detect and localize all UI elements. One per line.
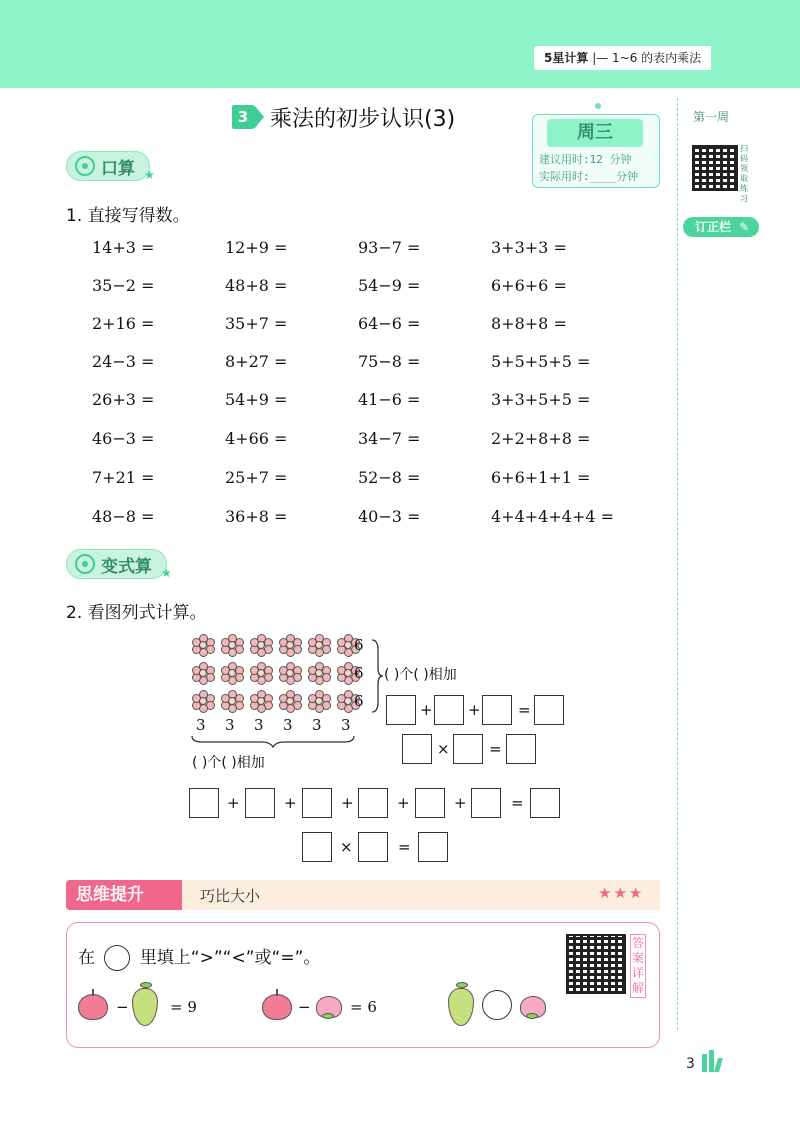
problem: 40−3 = (358, 507, 421, 526)
flower-icon (250, 690, 272, 712)
correction-text: 订正栏 (695, 220, 732, 234)
plus-sign: + (468, 701, 481, 719)
plus-sign: + (227, 794, 240, 812)
answer-box[interactable] (189, 788, 219, 818)
problem: 75−8 = (358, 352, 421, 371)
problem: 4+66 = (225, 429, 288, 448)
pencil-icon: ✎ (739, 220, 750, 234)
right-brace-icon (370, 638, 384, 714)
flower-icon (221, 662, 243, 684)
problem: 41−6 = (358, 390, 421, 409)
problem: 7+21 = (92, 468, 155, 487)
answer-box[interactable] (358, 788, 388, 818)
flower-icon (192, 662, 214, 684)
answer-box[interactable] (471, 788, 501, 818)
equals-sign: = (511, 794, 524, 812)
col-count: 3 (341, 716, 351, 734)
bottom-brace-icon (190, 734, 356, 748)
flower-icon (221, 690, 243, 712)
equation-result: = 6 (350, 998, 377, 1016)
problem: 4+4+4+4+4 = (491, 507, 615, 526)
answer-box[interactable] (506, 734, 536, 764)
row-count: 6 (354, 692, 364, 710)
answer-box[interactable] (402, 734, 432, 764)
pear-leaf-icon (456, 982, 468, 988)
minus-sign: − (116, 998, 129, 1016)
series-tag (534, 46, 711, 70)
answer-box[interactable] (530, 788, 560, 818)
pear-leaf-icon (140, 982, 152, 988)
qr-caption: 扫码领取练习 (740, 144, 748, 203)
flower-icon (308, 662, 330, 684)
flower-icon (308, 690, 330, 712)
problem: 54−9 = (358, 276, 421, 295)
suggested-time: 建议用时:12 分钟 (539, 153, 632, 166)
peach-leaf-icon (322, 1013, 334, 1019)
problem: 12+9 = (225, 238, 288, 257)
problem: 64−6 = (358, 314, 421, 333)
problem: 6+6+6 = (491, 276, 567, 295)
week-label: 第一周 (693, 110, 730, 124)
problem: 2+2+8+8 = (491, 429, 591, 448)
col-count: 3 (196, 716, 206, 734)
problem: 54+9 = (225, 390, 288, 409)
books-icon (702, 1050, 721, 1072)
times-sign: × (340, 838, 353, 856)
col-count: 3 (283, 716, 293, 734)
section-oral-label: 口算 (101, 158, 135, 179)
stopwatch-icon (75, 156, 95, 176)
problem: 25+7 = (225, 468, 288, 487)
problem: 48+8 = (225, 276, 288, 295)
thinking-prompt (78, 943, 320, 971)
section-oral-pill (66, 151, 150, 181)
pin-icon (595, 103, 601, 109)
answer-box[interactable] (386, 695, 416, 725)
problem: 26+3 = (92, 390, 155, 409)
section-variant-pill (66, 549, 167, 579)
prompt-after: 里填上“>”“<”或“=”。 (139, 948, 321, 968)
problem: 93−7 = (358, 238, 421, 257)
equals-sign: = (398, 838, 411, 856)
row-count: 6 (354, 664, 364, 682)
equals-sign: = (489, 740, 502, 758)
times-sign: × (437, 740, 450, 758)
flower-icon (250, 634, 272, 656)
apple-icon (78, 994, 108, 1020)
answer-box[interactable] (358, 832, 388, 862)
answer-box[interactable] (534, 695, 564, 725)
problem: 3+3+5+5 = (491, 390, 591, 409)
flower-icon (308, 634, 330, 656)
lesson-number: 3 (232, 105, 254, 129)
flower-icon (221, 634, 243, 656)
plus-sign: + (420, 701, 433, 719)
prompt-before: 在 (78, 948, 95, 968)
flower-icon (279, 690, 301, 712)
day-title: 周三 (547, 119, 643, 147)
q2-title: 2. 看图列式计算。 (66, 603, 207, 623)
answer-box[interactable] (482, 695, 512, 725)
problem: 48−8 = (92, 507, 155, 526)
problem: 52−8 = (358, 468, 421, 487)
plus-sign: + (454, 794, 467, 812)
problem: 24−3 = (92, 352, 155, 371)
col-count: 3 (225, 716, 235, 734)
lesson-heading (232, 102, 455, 132)
qr-code-frame (692, 145, 738, 191)
prompt-circle-icon (104, 945, 130, 971)
page-number: 3 (686, 1056, 695, 1072)
equals-sign: = (518, 701, 531, 719)
flower-icon (279, 662, 301, 684)
star-icon: ★ (161, 566, 172, 580)
compare-circle[interactable] (482, 990, 512, 1020)
answer-box[interactable] (415, 788, 445, 818)
header-band (0, 0, 800, 88)
col-count: 3 (254, 716, 264, 734)
flower-icon (192, 634, 214, 656)
problem: 35−2 = (92, 276, 155, 295)
section-variant-label: 变式算 (101, 556, 152, 577)
lesson-arrow-icon (254, 105, 264, 129)
problem: 6+6+1+1 = (491, 468, 591, 487)
answer-box[interactable] (302, 832, 332, 862)
flower-icon (250, 662, 272, 684)
section-oral (66, 150, 155, 182)
q1-title: 1. 直接写得数。 (66, 206, 190, 226)
day-card (532, 114, 660, 188)
problem: 14+3 = (92, 238, 155, 257)
bottom-hint: ( )个( )相加 (192, 755, 265, 771)
star-icon: ★ (144, 168, 155, 182)
plus-sign: + (397, 794, 410, 812)
apple-stem-icon (276, 989, 278, 996)
row-count: 6 (354, 636, 364, 654)
plus-sign: + (341, 794, 354, 812)
lesson-title: 乘法的初步认识(3) (270, 106, 456, 132)
target-icon (75, 554, 95, 574)
answer-box[interactable] (245, 788, 275, 818)
correction-label (683, 217, 759, 237)
right-hint: ( )个( )相加 (384, 667, 457, 683)
flower-icon (279, 634, 301, 656)
problem: 34−7 = (358, 429, 421, 448)
problem: 8+27 = (225, 352, 288, 371)
answer-box[interactable] (434, 695, 464, 725)
series-chapter: |— 1~6 的表内乘法 (592, 51, 702, 65)
thinking-subtitle: 巧比大小 (200, 887, 261, 905)
section-variant (66, 548, 172, 580)
problem: 2+16 = (92, 314, 155, 333)
plus-sign: + (284, 794, 297, 812)
problem: 35+7 = (225, 314, 288, 333)
answer-box[interactable] (418, 832, 448, 862)
problem: 3+3+3 = (491, 238, 567, 257)
col-count: 3 (312, 716, 322, 734)
problem: 46−3 = (92, 429, 155, 448)
thinking-tab: 思维提升 (66, 880, 182, 910)
peach-leaf-icon (526, 1013, 538, 1019)
flower-icon (192, 690, 214, 712)
actual-time: 实际用时:____分钟 (539, 170, 639, 183)
apple-icon (262, 994, 292, 1020)
problem: 5+5+5+5 = (491, 352, 591, 371)
difficulty-stars-icon: ★★★ (598, 884, 645, 902)
problem: 8+8+8 = (491, 314, 567, 333)
apple-stem-icon (92, 989, 94, 996)
problem: 36+8 = (225, 507, 288, 526)
equation-result: = 9 (170, 998, 197, 1016)
minus-sign: − (298, 998, 311, 1016)
series-name: 5星计算 (544, 51, 589, 65)
answer-box[interactable] (453, 734, 483, 764)
sidebar-divider (677, 98, 678, 1030)
flower-grid (192, 634, 352, 714)
answer-qr-frame (566, 934, 626, 994)
answer-box[interactable] (302, 788, 332, 818)
answer-label: 答案详解 (630, 934, 646, 998)
